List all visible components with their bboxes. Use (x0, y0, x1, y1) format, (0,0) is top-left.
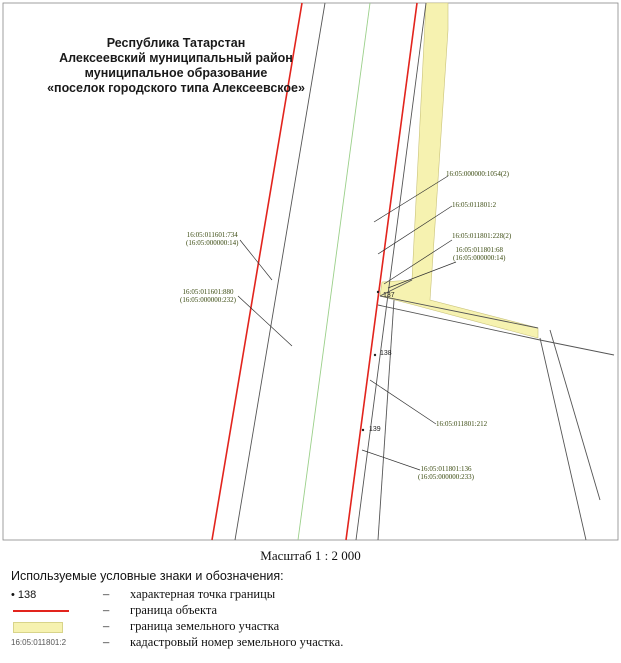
cadastral-label-880-parent: (16:05:000000:232) (180, 296, 236, 304)
cadastral-label-212: 16:05:011801:212 (436, 420, 488, 428)
legend-item-cadastral (11, 635, 611, 651)
legend-dash: – (103, 619, 110, 633)
legend-item-object-boundary (11, 603, 611, 619)
cadastral-label-734-main: 16:05:011601:734 (186, 231, 238, 239)
cadastral-label-880-main: 16:05:011601:880 (182, 288, 234, 296)
legend-red-line-symbol (11, 603, 89, 619)
point-label-137: 137 (383, 292, 395, 299)
legend-text-land-plot: граница земельного участка (130, 619, 280, 633)
legend-cadastral-symbol: 16:05:011801:2 (11, 638, 67, 647)
cadastral-label-136-main: 16:05:011801:136 (420, 465, 472, 473)
cadastral-label-136-parent: (16:05:000000:233) (418, 473, 474, 481)
cadastral-label-734 (186, 231, 239, 247)
cadastral-label-880 (180, 288, 236, 304)
cadastral-label-1054: 16:05:000000:1054(2) (446, 170, 509, 178)
cadastral-label-734-parent: (16:05:000000:14) (186, 239, 239, 247)
legend-heading: Используемые условные знаки и обозначения: (11, 569, 284, 583)
legend-text-object-boundary: граница объекта (130, 603, 218, 617)
legend-yellow-fill-symbol (11, 619, 89, 635)
legend-point-symbol: • 138 (11, 589, 37, 601)
legend-text-cadastral: кадастровый номер земельного участка. (130, 635, 344, 649)
point-label-138: 138 (380, 350, 392, 357)
point-label-139: 139 (369, 426, 381, 433)
map-title (40, 36, 312, 96)
title-line-2: Алексеевский муниципальный район (59, 51, 293, 65)
title-line-1: Республика Татарстан (106, 36, 246, 50)
scale-label: Масштаб 1 : 2 000 (260, 548, 361, 563)
title-line-3: муниципальное образование (84, 66, 268, 80)
cadastral-label-2: 16:05:011801:2 (452, 201, 497, 209)
title-line-4: «поселок городского типа Алексеевское» (47, 81, 305, 95)
legend-dash: – (103, 635, 110, 649)
legend-dash: – (103, 587, 110, 601)
legend-item-land-plot (11, 619, 611, 635)
cadastral-label-68-parent: (16:05:000000:14) (453, 254, 506, 262)
legend-dash: – (103, 603, 110, 617)
legend-text-point: характерная точка границы (130, 587, 276, 601)
legend-item-point (11, 587, 611, 603)
cadastral-label-228: 16:05:011801:228(2) (452, 232, 512, 240)
cadastral-label-68-main: 16:05:011801:68 (455, 246, 504, 254)
cadastral-label-136 (418, 465, 474, 481)
cadastral-label-68 (453, 246, 506, 262)
